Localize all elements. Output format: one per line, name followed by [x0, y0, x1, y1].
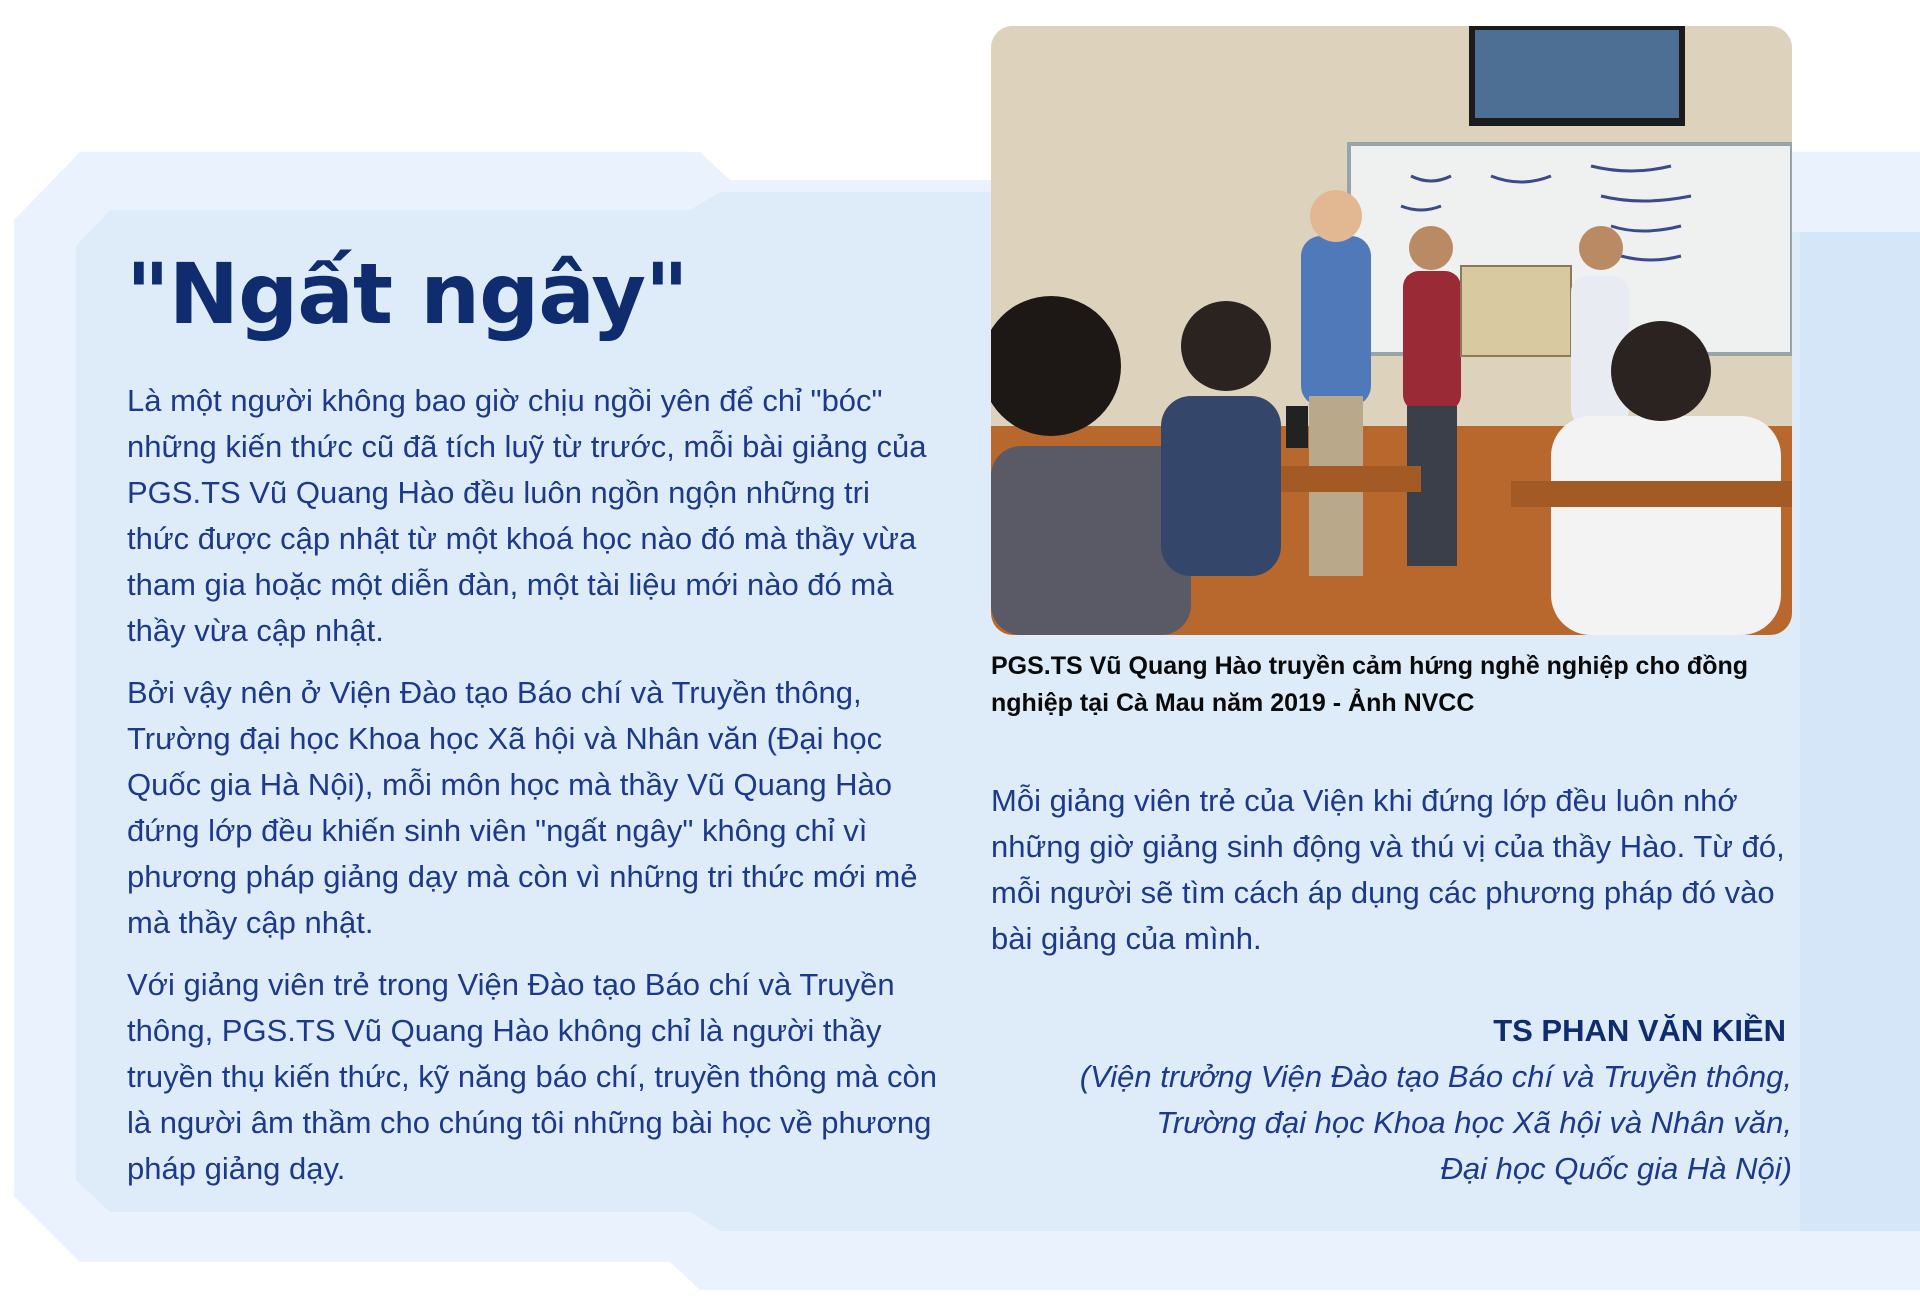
photo-student-right [1551, 416, 1781, 635]
quote-text: Mỗi giảng viên trẻ của Viện khi đứng lớp đều luôn nhớ những giờ giảng sinh động và thú vị của thầy Hào. Từ đó, mỗi người sẽ tìm cách áp dụng các phương pháp đó vào bài giảng của mình. [991, 783, 1785, 956]
photo-man-red-head [1409, 226, 1453, 270]
classroom-photo-illustration [991, 26, 1792, 635]
photo-caption: PGS.TS Vũ Quang Hào truyền cảm hứng nghề nghiệp cho đồng nghiệp tại Cà Mau năm 2019 - Ảnh NVCC [991, 652, 1749, 717]
section-heading: "Ngất ngây" [126, 245, 688, 343]
left-column [127, 378, 937, 1208]
photo-student-mid-head [1181, 301, 1271, 391]
paragraph-1: Là một người không bao giờ chịu ngồi yên để chỉ "bóc" những kiến thức cũ đã tích luỹ từ trước, mỗi bài giảng của PGS.TS Vũ Quang Hào đều luôn ngồn ngộn những tri thức được cập nhật từ một khoá học nào đó mà thầy vừa tham gia hoặc một diễn đàn, một tài liệu mới nào đó mà thầy vừa cập nhật. [127, 383, 927, 648]
affiliation-line-1: (Viện trưởng Viện Đào tạo Báo chí và Truyền thông, [1079, 1059, 1792, 1094]
right-edge-accent [1800, 232, 1920, 1231]
paragraph-2: Bởi vậy nên ở Viện Đào tạo Báo chí và Truyền thông, Trường đại học Khoa học Xã hội và Nhân văn (Đại học Quốc gia Hà Nội), mỗi môn học mà thầy Vũ Quang Hào đứng lớp đều khiến sinh viên "ngất ngây" không chỉ vì phương pháp giảng dạy mà còn vì những tri thức mới mẻ mà thầy cập nhật. [127, 675, 918, 940]
photo-teacher-head [1310, 190, 1362, 242]
photo-man-red [1403, 271, 1461, 411]
paragraph-3: Với giảng viên trẻ trong Viện Đào tạo Báo chí và Truyền thông, PGS.TS Vũ Quang Hào không chỉ là người thầy truyền thụ kiến thức, kỹ năng báo chí, truyền thông mà còn là người âm thầm cho chúng tôi những bài học về phương pháp giảng dạy. [127, 967, 938, 1186]
photo-student-right-head [1611, 321, 1711, 421]
affiliation-line-2: Trường đại học Khoa học Xã hội và Nhân văn, [1156, 1105, 1792, 1140]
photo-phone [1286, 406, 1308, 448]
quote-affiliation [991, 1054, 1792, 1192]
photo-newspaper [1461, 266, 1571, 356]
photo-desk-2 [1511, 481, 1792, 507]
classroom-photo [991, 26, 1792, 635]
photo-teacher [1301, 236, 1371, 406]
affiliation-line-3: Đại học Quốc gia Hà Nội) [1440, 1151, 1792, 1186]
photo-student-mid [1161, 396, 1281, 576]
photo-man-white-head [1579, 226, 1623, 270]
quote-author: TS PHAN VĂN KIỀN [1493, 1013, 1786, 1048]
photo-tv-screen [1475, 30, 1679, 118]
